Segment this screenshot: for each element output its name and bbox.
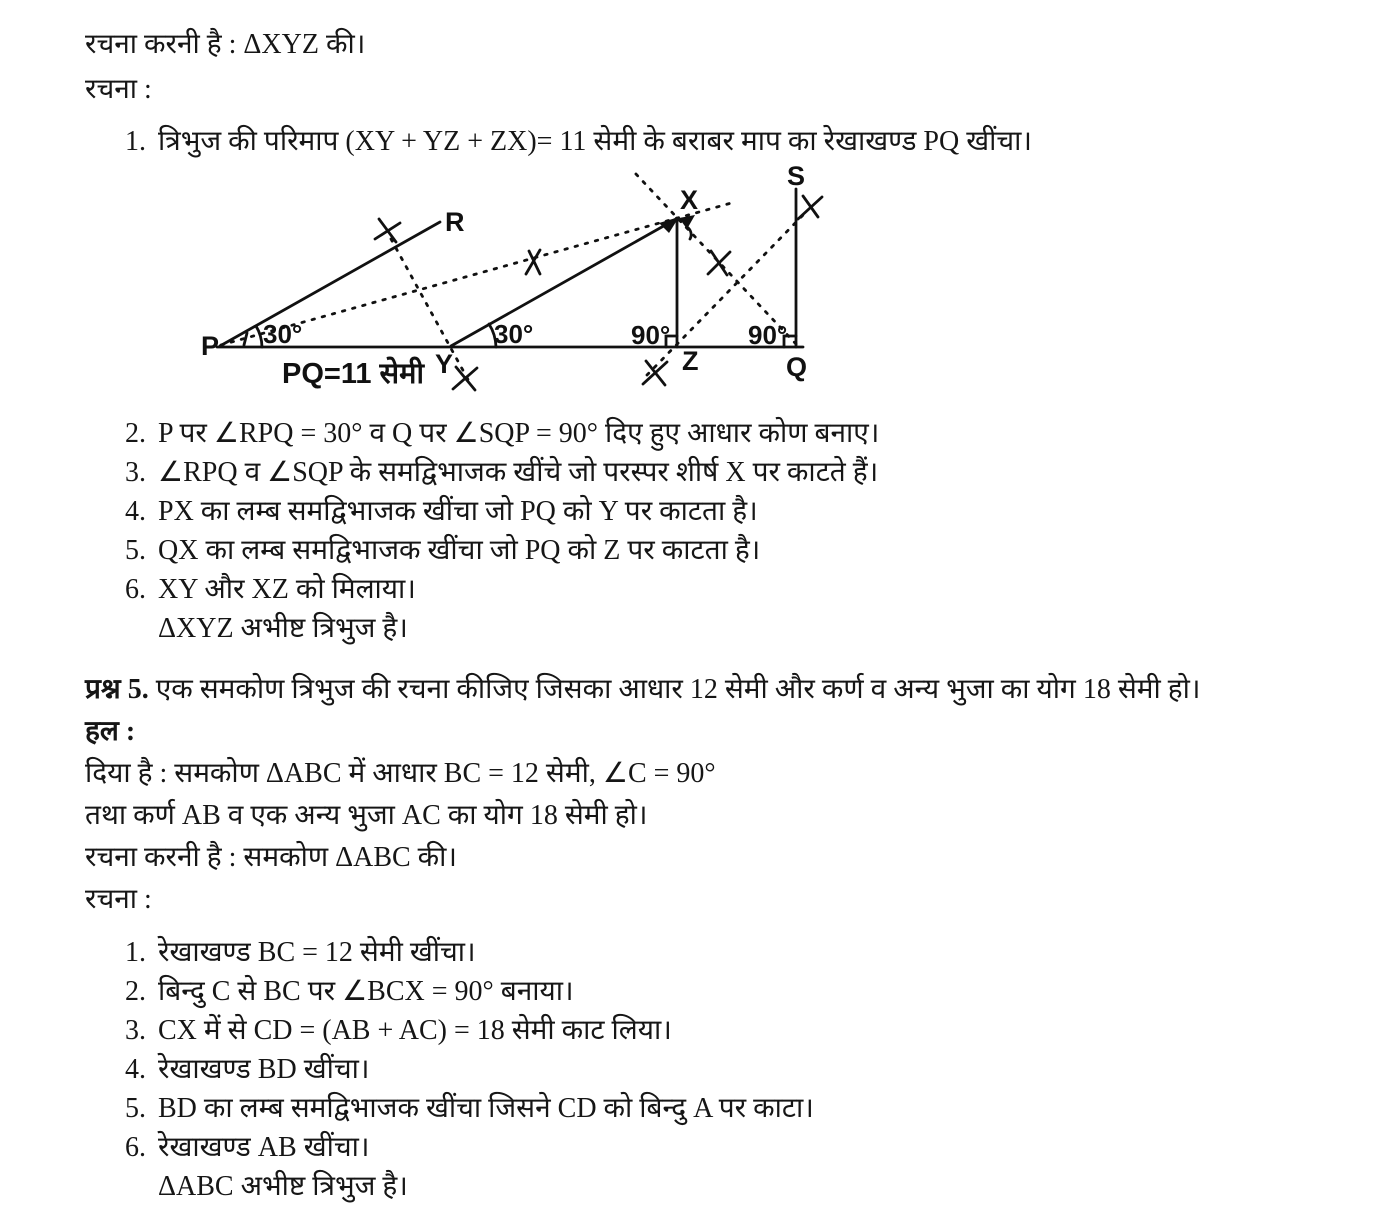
angle-label-Q: 90°: [748, 320, 788, 350]
arc-tick-right-of-X: [687, 227, 691, 239]
step-number: 5.: [125, 535, 146, 566]
step-row: [125, 1012, 1359, 1050]
step-number: 1.: [125, 937, 146, 968]
step-number: 2.: [125, 418, 146, 449]
step-text: PX का लम्ब समद्विभाजक खींचा जो PQ को Y पर काटता है।: [158, 496, 758, 527]
step-text: CX में से CD = (AB + AC) = 18 सेमी काट लिया।: [158, 1015, 672, 1046]
step-text: P पर ∠RPQ = 30° व Q पर ∠SQP = 90° दिए हुए आधार कोण बनाए।: [158, 418, 880, 449]
point-label-P: P: [201, 331, 220, 361]
point-label-Y: Y: [435, 349, 454, 379]
ray-PR: [220, 222, 440, 346]
construction-steps-2: [125, 934, 1359, 1206]
step-number: 1.: [125, 126, 146, 157]
step-row: [125, 973, 1359, 1011]
step-number: 5.: [125, 1093, 146, 1124]
step-number: 4.: [125, 496, 146, 527]
point-label-Q: Q: [786, 352, 808, 382]
base-length-label: PQ=11 सेमी: [282, 358, 425, 390]
step-number: 2.: [125, 976, 146, 1007]
question-5-block: [85, 670, 1359, 1206]
step-number: 3.: [125, 1015, 146, 1046]
given-line-2: तथा कर्ण AB व एक अन्य भुजा AC का योग 18 सेमी हो।: [85, 800, 648, 831]
step-text: त्रिभुज की परिमाप (XY + YZ + ZX)= 11 सेमी के बराबर माप का रेखाखण्ड PQ खींचा।: [158, 126, 1033, 157]
geometry-diagram: [197, 165, 845, 395]
step-row: [125, 493, 1359, 531]
construction-heading-1: रचना :: [85, 74, 152, 105]
step-text: रेखाखण्ड AB खींचा।: [158, 1132, 370, 1163]
step-number: 6.: [125, 1132, 146, 1163]
step-row: [125, 1090, 1359, 1128]
step-row: [125, 415, 1359, 453]
construction-heading-2: रचना :: [85, 884, 152, 915]
given-line-1: दिया है : समकोण ΔABC में आधार BC = 12 सेमी, ∠C = 90°: [85, 758, 716, 789]
perp-bisector-QX: [647, 213, 805, 375]
angle-label-Z: 90°: [631, 320, 671, 350]
step-row: [125, 123, 1359, 161]
question-line: [85, 670, 1359, 710]
step-text: XY और XZ को मिलाया।: [158, 574, 416, 605]
step-number: 6.: [125, 574, 146, 605]
step-text: ∠RPQ व ∠SQP के समद्विभाजक खींचे जो परस्पर शीर्ष X पर काटते हैं।: [158, 457, 879, 488]
step-text: बिन्दु C से BC पर ∠BCX = 90° बनाया।: [158, 976, 574, 1007]
construction-figure: [197, 165, 1359, 403]
step-row: [125, 934, 1359, 972]
step-text: BD का लम्ब समद्विभाजक खींचा जिसने CD को बिन्दु A पर काटा।: [158, 1093, 814, 1124]
point-label-X: X: [680, 185, 699, 215]
point-label-S: S: [787, 165, 806, 191]
solution-heading: हल :: [85, 716, 136, 747]
to-construct-line-1: रचना करनी है : ΔXYZ की।: [85, 29, 366, 60]
step-row: [125, 1051, 1359, 1089]
angle-label-P: 30°: [263, 319, 303, 349]
conclusion-line-1: ΔXYZ अभीष्ट त्रिभुज है।: [158, 613, 408, 644]
point-label-R: R: [445, 207, 465, 237]
point-label-Z: Z: [682, 346, 699, 376]
step-number: 3.: [125, 457, 146, 488]
angle-label-Y: 30°: [494, 319, 534, 349]
step-row: [125, 454, 1359, 492]
step-text: रेखाखण्ड BD खींचा।: [158, 1054, 370, 1085]
tick-cross-on-PR: [379, 219, 396, 242]
step-row: [125, 571, 1359, 609]
step-row: [125, 1129, 1359, 1167]
step-text: QX का लम्ब समद्विभाजक खींचा जो PQ को Z पर काटता है।: [158, 535, 761, 566]
question-text: एक समकोण त्रिभुज की रचना कीजिए जिसका आधार 12 सेमी और कर्ण व अन्य भुजा का योग 18 सेमी हो।: [148, 674, 1201, 705]
step-number: 4.: [125, 1054, 146, 1085]
conclusion-line-2: ΔABC अभीष्ट त्रिभुज है।: [158, 1171, 408, 1202]
tick-cross-on-Q-bisector: [711, 251, 727, 275]
step-row: [125, 532, 1359, 570]
step-text: रेखाखण्ड BC = 12 सेमी खींचा।: [158, 937, 476, 968]
angle-arc-P: [256, 326, 262, 347]
to-construct-line-2: रचना करनी है : समकोण ΔABC की।: [85, 842, 458, 873]
question-label: प्रश्न 5.: [85, 674, 149, 705]
construction-steps-1: [125, 123, 1359, 648]
